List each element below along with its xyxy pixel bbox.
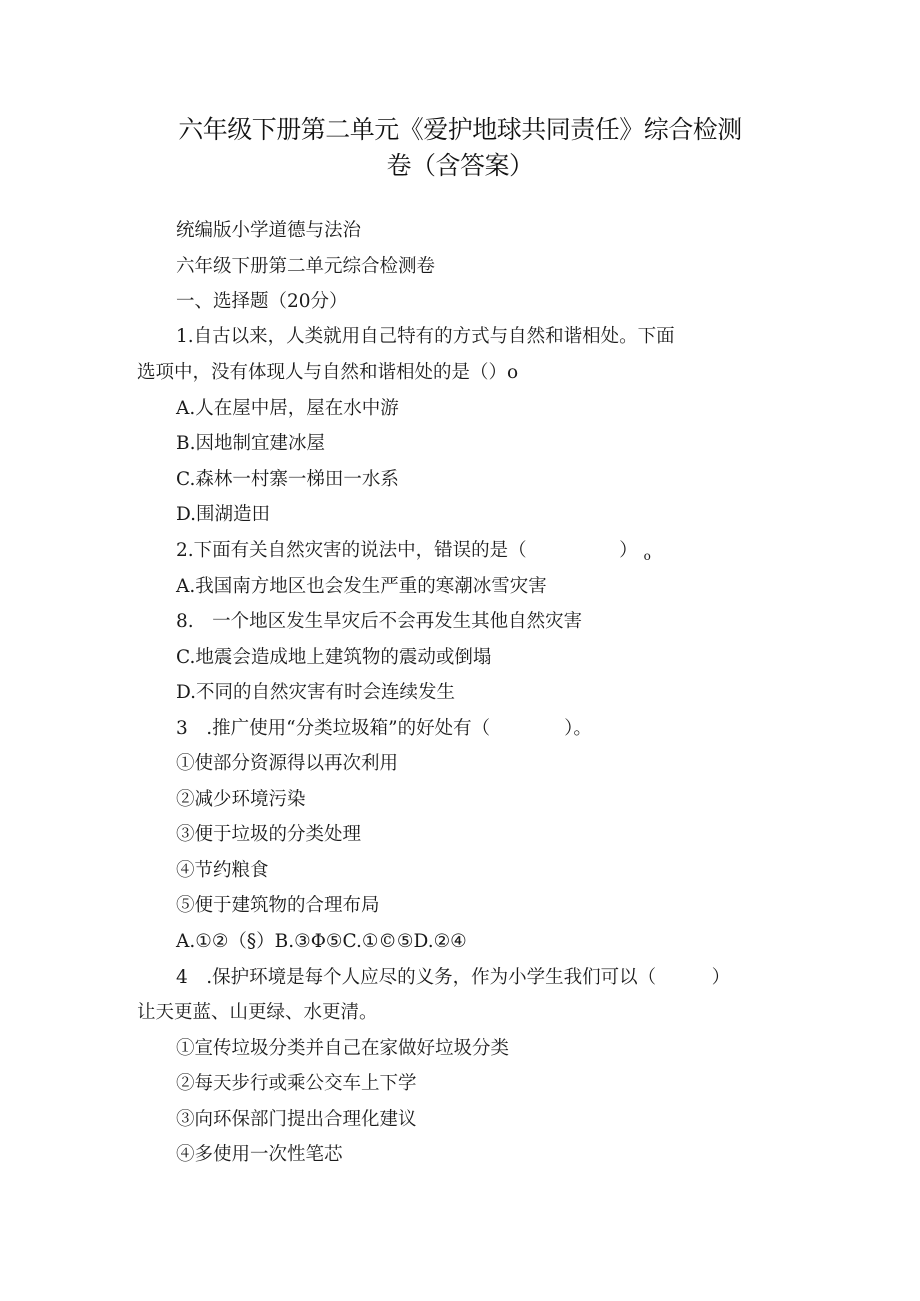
q4-stem-line1: 4 .保护环境是每个人应尽的义务，作为小学生我们可以（ ） [176,967,731,988]
doc-title-line1: 六年级下册第二单元《爱护地球共同责任》综合检测 [178,115,742,144]
q2-stem-text: 2.下面有关自然灾害的说法中，错误的是（ ） [176,540,638,561]
subject-line: 统编版小学道德与法治 [176,220,362,241]
q4-item-3: ③向环保部门提出合理化建议 [176,1109,417,1130]
q4-item-4: ④多使用一次性笔芯 [176,1144,343,1165]
q2-stem-tail: o [643,549,651,563]
doc-title-line2: 卷（含答案） [386,151,534,180]
q3-item-2: ②减少环境污染 [176,789,306,810]
q1-option-d: D.围湖造田 [176,504,271,525]
q1-option-a: A.人在屋中居，屋在水中游 [176,398,399,419]
q1-option-b: B.因地制宜建冰屋 [176,433,325,454]
q1-option-c: C.森林一村寨一梯田一水系 [176,469,399,490]
q4-item-1: ①宣传垃圾分类并自己在家做好垃圾分类 [176,1038,510,1059]
q1-stem-line1: 1.自古以来，人类就用自己特有的方式与自然和谐相处。下面 [176,326,675,347]
q2-stem [176,536,651,563]
q4-item-2: ②每天步行或乘公交车上下学 [176,1073,417,1094]
q3-options: A.①②（§）B.③Φ⑤C.①©⑤D.②④ [176,931,467,952]
q2-option-b: 8. 一个地区发生旱灾后不会再发生其他自然灾害 [176,611,583,632]
q3-item-4: ④节约粮食 [176,860,269,881]
q3-item-3: ③便于垃圾的分类处理 [176,824,362,845]
q2-option-c: C.地震会造成地上建筑物的震动或倒塌 [176,647,492,668]
q3-stem: 3 .推广使用“分类垃圾箱”的好处有（ ）。 [176,718,592,739]
q4-stem-line2: 让天更蓝、山更绿、水更清。 [137,1002,378,1023]
q2-option-d: D.不同的自然灾害有时会连续发生 [176,682,456,703]
q2-option-a: A.我国南方地区也会发生严重的寒潮冰雪灾害 [176,576,547,597]
q3-item-1: ①使部分资源得以再次利用 [176,753,399,774]
q3-item-5: ⑤便于建筑物的合理布局 [176,895,380,916]
subtitle-line: 六年级下册第二单元综合检测卷 [176,256,436,277]
section-heading: 一、选择题（20分） [176,291,348,312]
q1-stem-line2: 选项中，没有体现人与自然和谐相处的是（）o [137,362,519,383]
